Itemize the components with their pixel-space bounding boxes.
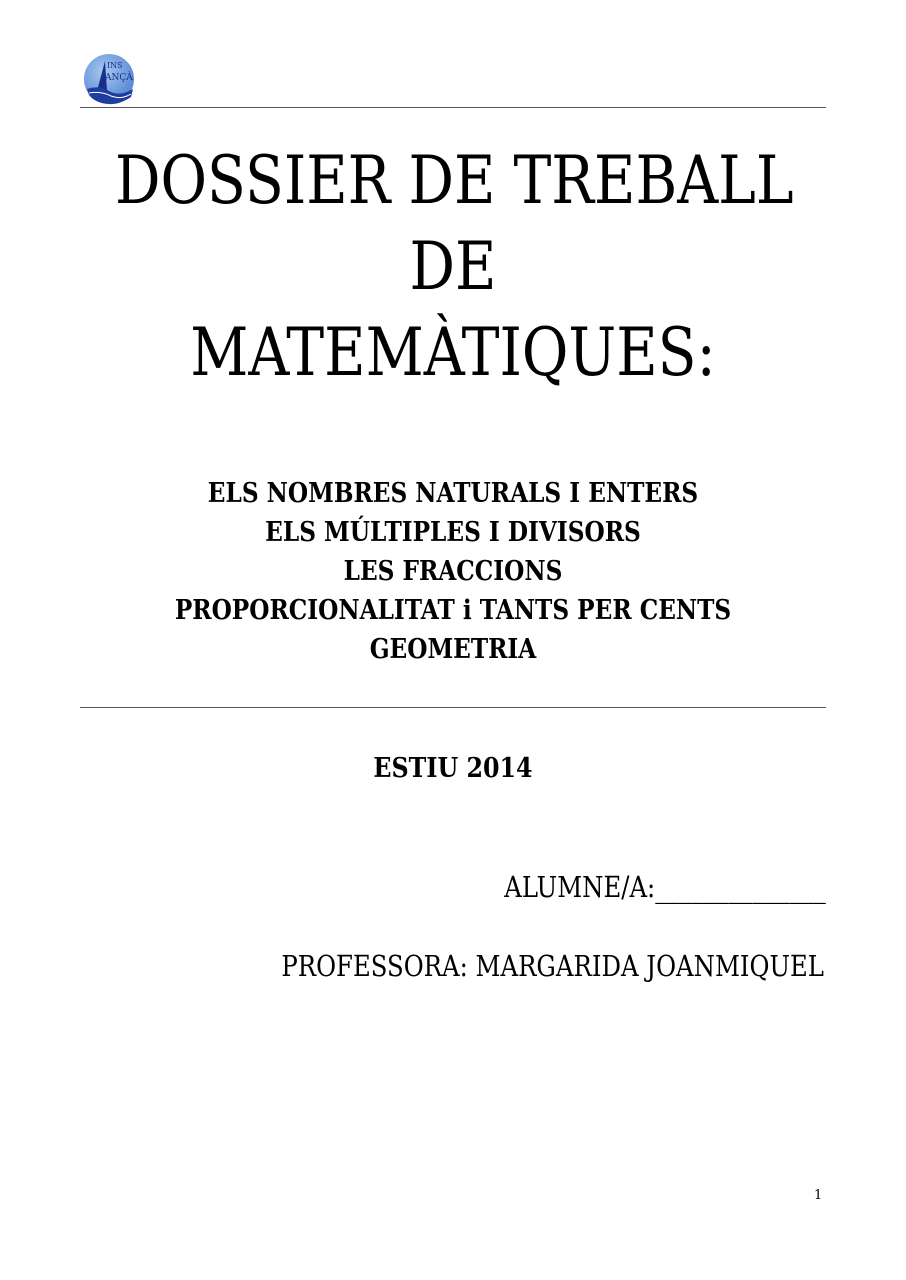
topic-item: PROPORCIONALITAT i TANTS PER CENTS <box>174 595 732 626</box>
topics-list <box>115 474 791 669</box>
topic-item: ELS MÚLTIPLES I DIVISORS <box>265 517 641 548</box>
student-label: ALUMNE/A: <box>504 870 656 904</box>
topic-item: ELS NOMBRES NATURALS I ENTERS <box>207 478 699 509</box>
svg-text:INS: INS <box>107 61 123 70</box>
section-divider <box>80 707 826 708</box>
school-logo <box>83 53 135 105</box>
document-title <box>115 138 794 396</box>
season-label: ESTIU 2014 <box>373 753 533 784</box>
topic-item: GEOMETRIA <box>369 634 537 665</box>
page-number: 1 <box>814 1188 823 1203</box>
header-divider <box>80 107 826 108</box>
svg-text:ANÇÀ: ANÇÀ <box>105 73 133 83</box>
title-line-2: DE <box>409 228 497 305</box>
teacher-label: PROFESSORA: MARGARIDA JOANMIQUEL <box>281 949 824 983</box>
student-blank: ______________ <box>655 870 826 904</box>
title-line-3: MATEMÀTIQUES: <box>190 314 716 391</box>
title-line-1: DOSSIER DE TREBALL <box>115 142 794 219</box>
sailboat-icon <box>83 53 135 105</box>
student-name-field <box>504 868 826 906</box>
topic-item: LES FRACCIONS <box>343 556 563 587</box>
